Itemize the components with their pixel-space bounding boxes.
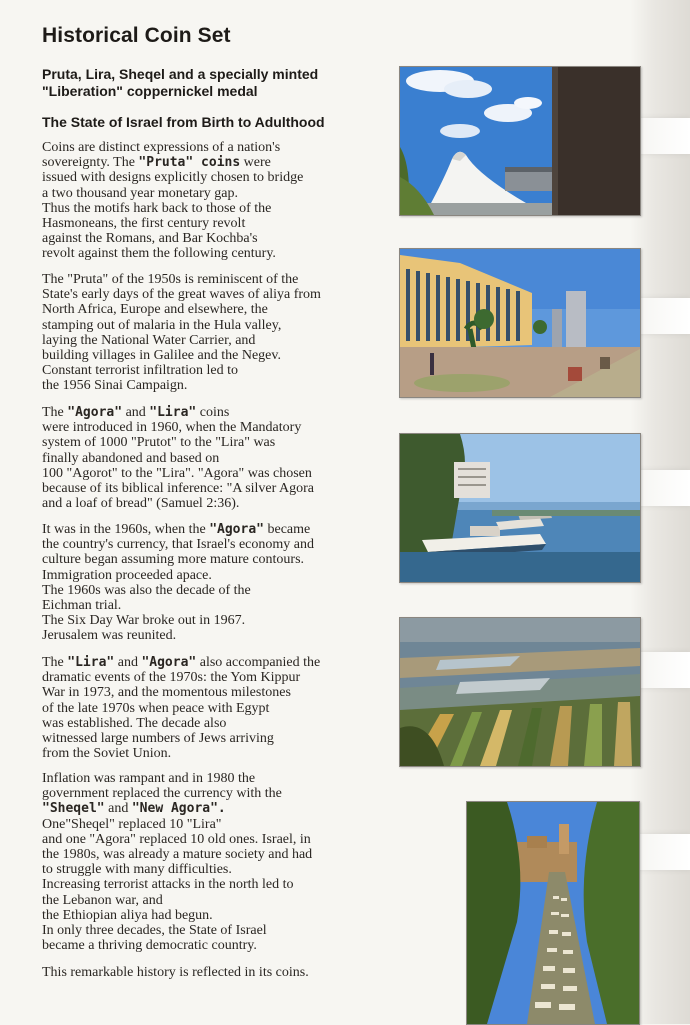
text-run: against the Romans, and Bar Kochba's <box>42 231 258 247</box>
shrine-of-the-book-photo <box>399 66 641 216</box>
text-line <box>42 318 362 333</box>
text-run: from the Soviet Union. <box>42 746 172 762</box>
text-line <box>42 908 362 923</box>
text-run: Thus the motifs hark back to those of the <box>42 200 272 216</box>
text-line <box>42 522 362 537</box>
emphasized-term: "New Agora". <box>131 801 226 817</box>
text-line <box>42 847 362 862</box>
text-line <box>42 420 362 435</box>
text-line <box>42 655 362 670</box>
emphasized-term: "Agora" <box>67 405 123 420</box>
text-run: Eichman trial. <box>42 598 122 614</box>
text-run: of the late 1970s when peace with Egypt <box>42 700 270 716</box>
text-run: and <box>114 655 142 670</box>
text-run: Inflation was rampant and in 1980 the <box>42 771 256 786</box>
text-run: Constant terrorist infiltration led to <box>42 363 238 379</box>
text-line <box>42 272 362 287</box>
text-line <box>42 246 362 261</box>
text-line <box>42 746 362 761</box>
text-line <box>42 333 362 348</box>
text-run: and <box>104 801 132 817</box>
text-run: was established. The decade also <box>42 715 227 731</box>
text-line <box>42 287 362 302</box>
text-line <box>42 405 362 420</box>
aerial-fields-photo <box>399 617 641 767</box>
text-line <box>42 552 362 567</box>
text-line <box>42 716 362 731</box>
emphasized-term: "Pruta" coins <box>138 155 241 171</box>
paragraph-pruta-intro <box>42 140 362 262</box>
text-run: witnessed large numbers of Jews arriving <box>42 731 274 747</box>
text-line <box>42 893 362 908</box>
text-run: State's early days of the great waves of aliya from <box>42 287 321 303</box>
text-line <box>42 613 362 628</box>
text-run: The <box>42 655 68 670</box>
text-run: system of 1000 "Prutot" to the "Lira" was <box>42 435 276 451</box>
text-line <box>42 481 362 496</box>
text-run: The "Pruta" of the 1950s is reminiscent of the <box>42 272 299 287</box>
text-line <box>42 496 362 511</box>
text-run: and one "Agora" replaced 10 old ones. Israel, in <box>42 831 311 847</box>
text-line <box>42 348 362 363</box>
text-run: became a thriving democratic country. <box>42 938 257 954</box>
text-line <box>42 801 362 816</box>
text-run: This remarkable history is reflected in its coins. <box>42 965 309 980</box>
subtitle-state-history: The State of Israel from Birth to Adulthood <box>42 114 325 130</box>
text-run: The 1960s was also the decade of the <box>42 582 251 598</box>
subtitle-coin-set <box>42 66 362 100</box>
text-run: dramatic events of the 1970s: the Yom Kippur <box>42 670 301 686</box>
text-line <box>42 216 362 231</box>
text-run: became <box>264 522 311 537</box>
text-run: Immigration proceeded apace. <box>42 567 212 583</box>
text-run: In only three decades, the State of Israel <box>42 923 267 939</box>
text-run: because of its biblical inference: "A silver Agora <box>42 481 315 497</box>
emphasized-term: "Lira" <box>149 405 197 420</box>
stone-path-citadel-photo <box>466 801 640 1025</box>
lakeside-boats-photo <box>399 433 641 583</box>
text-run: stamping out of malaria in the Hula valley, <box>42 317 282 333</box>
page-title: Historical Coin Set <box>42 24 231 47</box>
text-run: War in 1973, and the momentous milestones <box>42 685 291 701</box>
text-line <box>42 140 362 155</box>
text-run: the Ethiopian aliya had begun. <box>42 907 213 923</box>
text-line <box>42 598 362 613</box>
text-line <box>42 731 362 746</box>
emphasized-term: "Lira" <box>67 655 115 670</box>
text-line <box>42 231 362 246</box>
subtitle-line: "Liberation" coppernickel medal <box>42 83 258 99</box>
text-run: finally abandoned and based on <box>42 450 220 466</box>
text-line <box>42 628 362 643</box>
text-run: revolt against them the following century. <box>42 246 276 262</box>
text-line <box>42 685 362 700</box>
text-line <box>42 965 362 980</box>
text-run: culture began assuming more mature contours. <box>42 552 305 568</box>
text-run: were <box>240 155 271 171</box>
text-line <box>42 537 362 552</box>
text-run: government replaced the currency with the <box>42 786 282 802</box>
text-line <box>42 568 362 583</box>
text-line <box>42 670 362 685</box>
text-line <box>42 817 362 832</box>
text-run: 100 "Agorot" to the "Lira". "Agora" was chosen <box>42 465 312 481</box>
text-run: building villages in Galilee and the Negev. <box>42 348 281 364</box>
text-line <box>42 771 362 786</box>
text-run: to struggle with many difficulties. <box>42 862 232 878</box>
text-line <box>42 363 362 378</box>
text-line <box>42 862 362 877</box>
text-run: The Six Day War broke out in 1967. <box>42 613 246 629</box>
text-run: the Lebanon war, and <box>42 892 163 908</box>
paragraph-agora-lira-1960 <box>42 405 362 511</box>
text-run: Hasmoneans, the first century revolt <box>42 216 246 232</box>
text-run: One"Sheqel" replaced 10 "Lira" <box>42 816 222 832</box>
text-line <box>42 877 362 892</box>
text-run: North Africa, Europe and elsewhere, the <box>42 302 268 318</box>
paragraph-1980s-sheqel <box>42 771 362 953</box>
text-run: It was in the 1960s, when the <box>42 522 210 537</box>
paragraph-closing <box>42 965 362 980</box>
paragraph-1960s <box>42 522 362 644</box>
text-run: Coins are distinct expressions of a nation's <box>42 140 281 155</box>
paragraph-1970s <box>42 655 362 761</box>
text-line <box>42 201 362 216</box>
text-run: and a loaf of bread" (Samuel 2:36). <box>42 496 240 512</box>
emphasized-term: "Sheqel" <box>42 801 105 817</box>
text-line <box>42 923 362 938</box>
text-run: coins <box>196 405 230 420</box>
subtitle-line: Pruta, Lira, Sheqel and a specially minted <box>42 66 319 82</box>
text-line <box>42 451 362 466</box>
paragraph-pruta-1950s <box>42 272 362 394</box>
text-line <box>42 701 362 716</box>
text-line <box>42 378 362 393</box>
text-line <box>42 186 362 201</box>
text-run: were introduced in 1960, when the Mandatory <box>42 420 302 436</box>
text-run: sovereignty. The <box>42 155 139 171</box>
text-line <box>42 435 362 450</box>
text-run: and <box>122 405 150 420</box>
text-run: a two thousand year monetary gap. <box>42 185 238 201</box>
emphasized-term: "Agora" <box>209 522 264 537</box>
text-line <box>42 155 362 170</box>
text-run: issued with designs explicitly chosen to bridge <box>42 170 304 186</box>
text-line <box>42 302 362 317</box>
text-line <box>42 170 362 185</box>
text-run: the 1956 Sinai Campaign. <box>42 378 188 394</box>
text-line <box>42 786 362 801</box>
text-run: the 1980s, was already a mature society and had <box>42 847 313 863</box>
text-line <box>42 938 362 953</box>
text-line <box>42 466 362 481</box>
text-run: laying the National Water Carrier, and <box>42 332 256 348</box>
text-line <box>42 832 362 847</box>
text-run: Increasing terrorist attacks in the north led to <box>42 877 294 893</box>
text-line <box>42 583 362 598</box>
text-run: The <box>42 405 68 420</box>
emphasized-term: "Agora" <box>141 655 197 670</box>
text-run: Jerusalem was reunited. <box>42 628 177 644</box>
text-run: also accompanied the <box>196 655 321 670</box>
text-run: the country's currency, that Israel's economy and <box>42 537 314 553</box>
city-promenade-photo <box>399 248 641 398</box>
